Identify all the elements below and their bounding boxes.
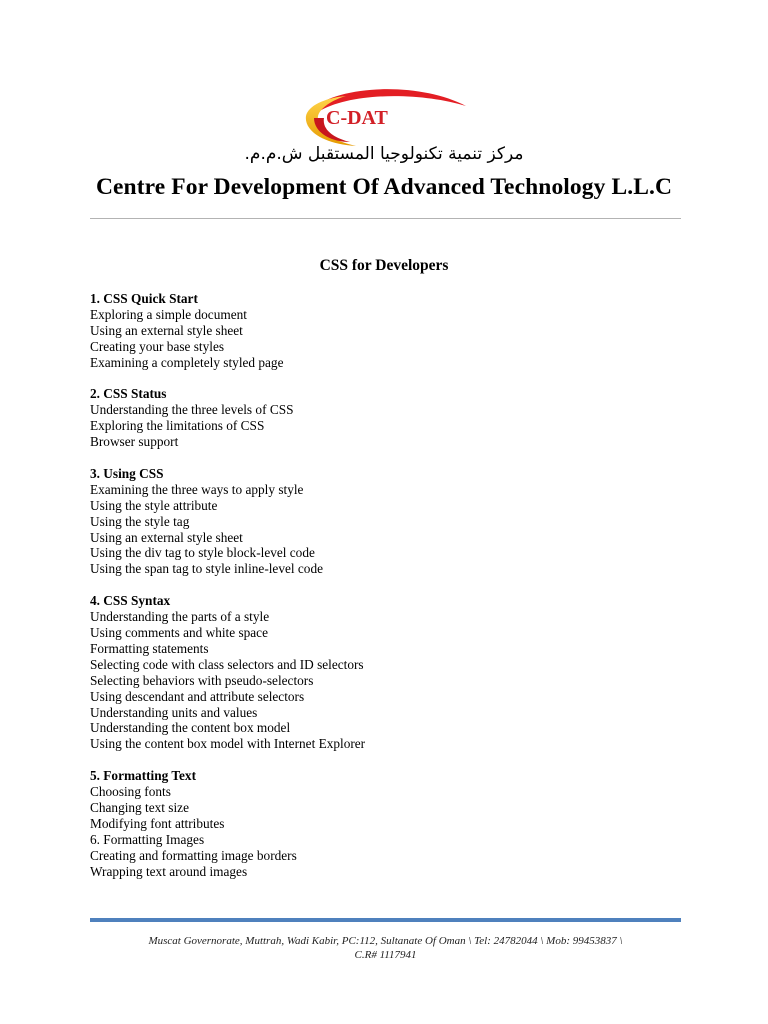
section-css-quick-start: [90, 291, 690, 371]
list-item: Using the div tag to style block-level code: [90, 545, 315, 561]
list-item: Using the content box model with Internet Explorer: [90, 736, 366, 752]
section-heading: 1. CSS Quick Start: [90, 291, 198, 306]
company-name: Centre For Development Of Advanced Technology L.L.C: [95, 174, 673, 200]
footer-line-contact: Muscat Governorate, Muttrah, Wadi Kabir, PC:112, Sultanate Of Oman \ Tel: 24782044 \ Mob: 99453837 \: [148, 935, 623, 947]
list-item: Using comments and white space: [90, 624, 268, 640]
list-item: Using the style attribute: [90, 497, 218, 513]
list-item: Changing text size: [90, 799, 189, 815]
list-item: Using an external style sheet: [90, 529, 243, 545]
list-item: 6. Formatting Images: [90, 831, 205, 847]
section-heading: 2. CSS Status: [90, 386, 167, 402]
company-logo: [300, 86, 470, 148]
footer-divider: [90, 918, 681, 922]
section-formatting-text: [90, 768, 690, 879]
list-item: Wrapping text around images: [90, 863, 248, 879]
footer-address: [90, 934, 681, 962]
section-heading: 3. Using CSS: [90, 465, 164, 481]
list-item: Examining the three ways to apply style: [90, 481, 304, 497]
list-item: Modifying font attributes: [90, 815, 225, 831]
section-using-css: [90, 466, 690, 577]
list-item: Understanding the three levels of CSS: [90, 402, 294, 418]
list-item: Creating your base styles: [90, 338, 225, 354]
list-item: Selecting code with class selectors and ID selectors: [90, 656, 364, 672]
logo-wordmark: C-DAT: [326, 107, 388, 129]
list-item: Formatting statements: [90, 640, 209, 656]
section-heading: 4. CSS Syntax: [90, 593, 171, 609]
list-item: Using an external style sheet: [90, 322, 243, 338]
list-item: Understanding the parts of a style: [90, 609, 270, 625]
list-item: Using the span tag to style inline-level code: [90, 561, 324, 577]
course-outline: [90, 291, 690, 895]
section-heading: 5. Formatting Text: [90, 768, 196, 784]
list-item: Exploring the limitations of CSS: [90, 418, 265, 434]
section-css-status: [90, 386, 690, 450]
list-item: Using descendant and attribute selectors: [90, 688, 305, 704]
logo-graphic: [300, 86, 470, 148]
list-item: Understanding units and values: [90, 704, 258, 720]
list-item: Browser support: [90, 434, 179, 450]
list-item: Choosing fonts: [90, 784, 171, 800]
document-title: CSS for Developers: [319, 257, 449, 274]
list-item: Selecting behaviors with pseudo-selectors: [90, 672, 314, 688]
list-item: Exploring a simple document: [90, 306, 247, 322]
arabic-company-name: مركز تنمية تكنولوجيا المستقبل ش.م.م.: [244, 144, 524, 164]
list-item: Creating and formatting image borders: [90, 847, 297, 863]
footer-line-registration: C.R# 1117941: [354, 949, 417, 961]
list-item: Understanding the content box model: [90, 720, 291, 736]
list-item: Using the style tag: [90, 513, 190, 529]
list-item: Examining a completely styled page: [90, 354, 284, 370]
header-divider: [90, 218, 681, 219]
section-css-syntax: [90, 593, 690, 752]
